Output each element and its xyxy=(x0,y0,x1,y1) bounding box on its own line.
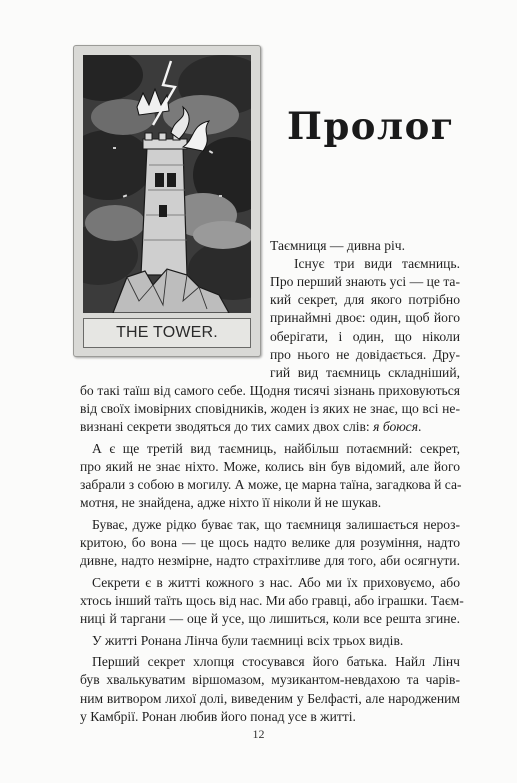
text-line: Таємниця — дивна річ. xyxy=(270,238,406,253)
text-line: був хвалькуватим віршомазом, музикантом-невдахою та чарів- xyxy=(80,672,460,687)
text-line: У житті Ронана Лінча були таємниці всіх трьох видів. xyxy=(92,633,404,648)
text-line: бо такі таїш від самого себе. Щодня тисячі зізнань приховуються xyxy=(80,383,460,398)
text-line: від своїх імовірних сповідників, жоден із яких не знає, що всі не- xyxy=(80,401,460,416)
text-line: у Камбрії. Ронан любив його понад усе в житті. xyxy=(80,709,356,724)
text-line: визнані секрети зводяться до тих самих двох слів: я боюся. xyxy=(80,419,422,434)
text-line: Секрети є в житті кожного з нас. Або ми їх приховуємо, або xyxy=(92,575,460,590)
text-line: оберігати, і один, що ніколи xyxy=(270,329,460,344)
chapter-heading: Пролог xyxy=(287,104,455,148)
text-line: Буває, дуже рідко буває так, що таємниця залишається нероз- xyxy=(92,517,460,532)
emphasis-text: я боюся xyxy=(373,419,419,434)
card-title: THE TOWER. xyxy=(116,324,218,341)
text-line: Існує три види таємниць. xyxy=(294,256,460,271)
punctuation: . xyxy=(418,419,422,434)
text-line: А є ще третій вид таємниць, найбільш потаємний: секрет, xyxy=(92,441,460,456)
text-line: Про перший знають усі — це та- xyxy=(270,274,460,289)
text-line: ниці й таргани — оце й усе, що лишиться, коли все решта згине. xyxy=(80,611,460,626)
text-line: принаймні двоє: один, щоб його xyxy=(270,310,460,325)
text-line: мотня, не знайдена, адже ніхто її ніколи й не шукав. xyxy=(80,495,382,510)
text-line: хтось інший таїть щось від нас. Ми або гравці, або іграшки. Таєм- xyxy=(80,593,464,608)
text-line: Перший секрет хлопця стосувався його батька. Найл Лінч xyxy=(92,654,460,669)
text-line: забрали з собою в могилу. А може, це марна таїна, загадкова й са- xyxy=(80,477,462,492)
text-line: ним витвором лихої долі, виведеним у Белфасті, але народженим xyxy=(80,691,460,706)
text-line: про який не знає ніхто. Може, колись він був відомий, але його xyxy=(80,459,460,474)
text-line: кий секрет, для якого потрібно xyxy=(270,292,460,307)
text-line: дивне, надто незмірне, надто страхітливе для того, аби осягнути. xyxy=(80,553,460,568)
text-line: про нього не довідається. Дру- xyxy=(270,347,460,362)
text-line: критою, бо вона — це щось надто велике для розуміння, надто xyxy=(80,535,460,550)
text-line: гий вид таємниць складніший, xyxy=(270,365,460,380)
page-number: 12 xyxy=(252,727,265,741)
